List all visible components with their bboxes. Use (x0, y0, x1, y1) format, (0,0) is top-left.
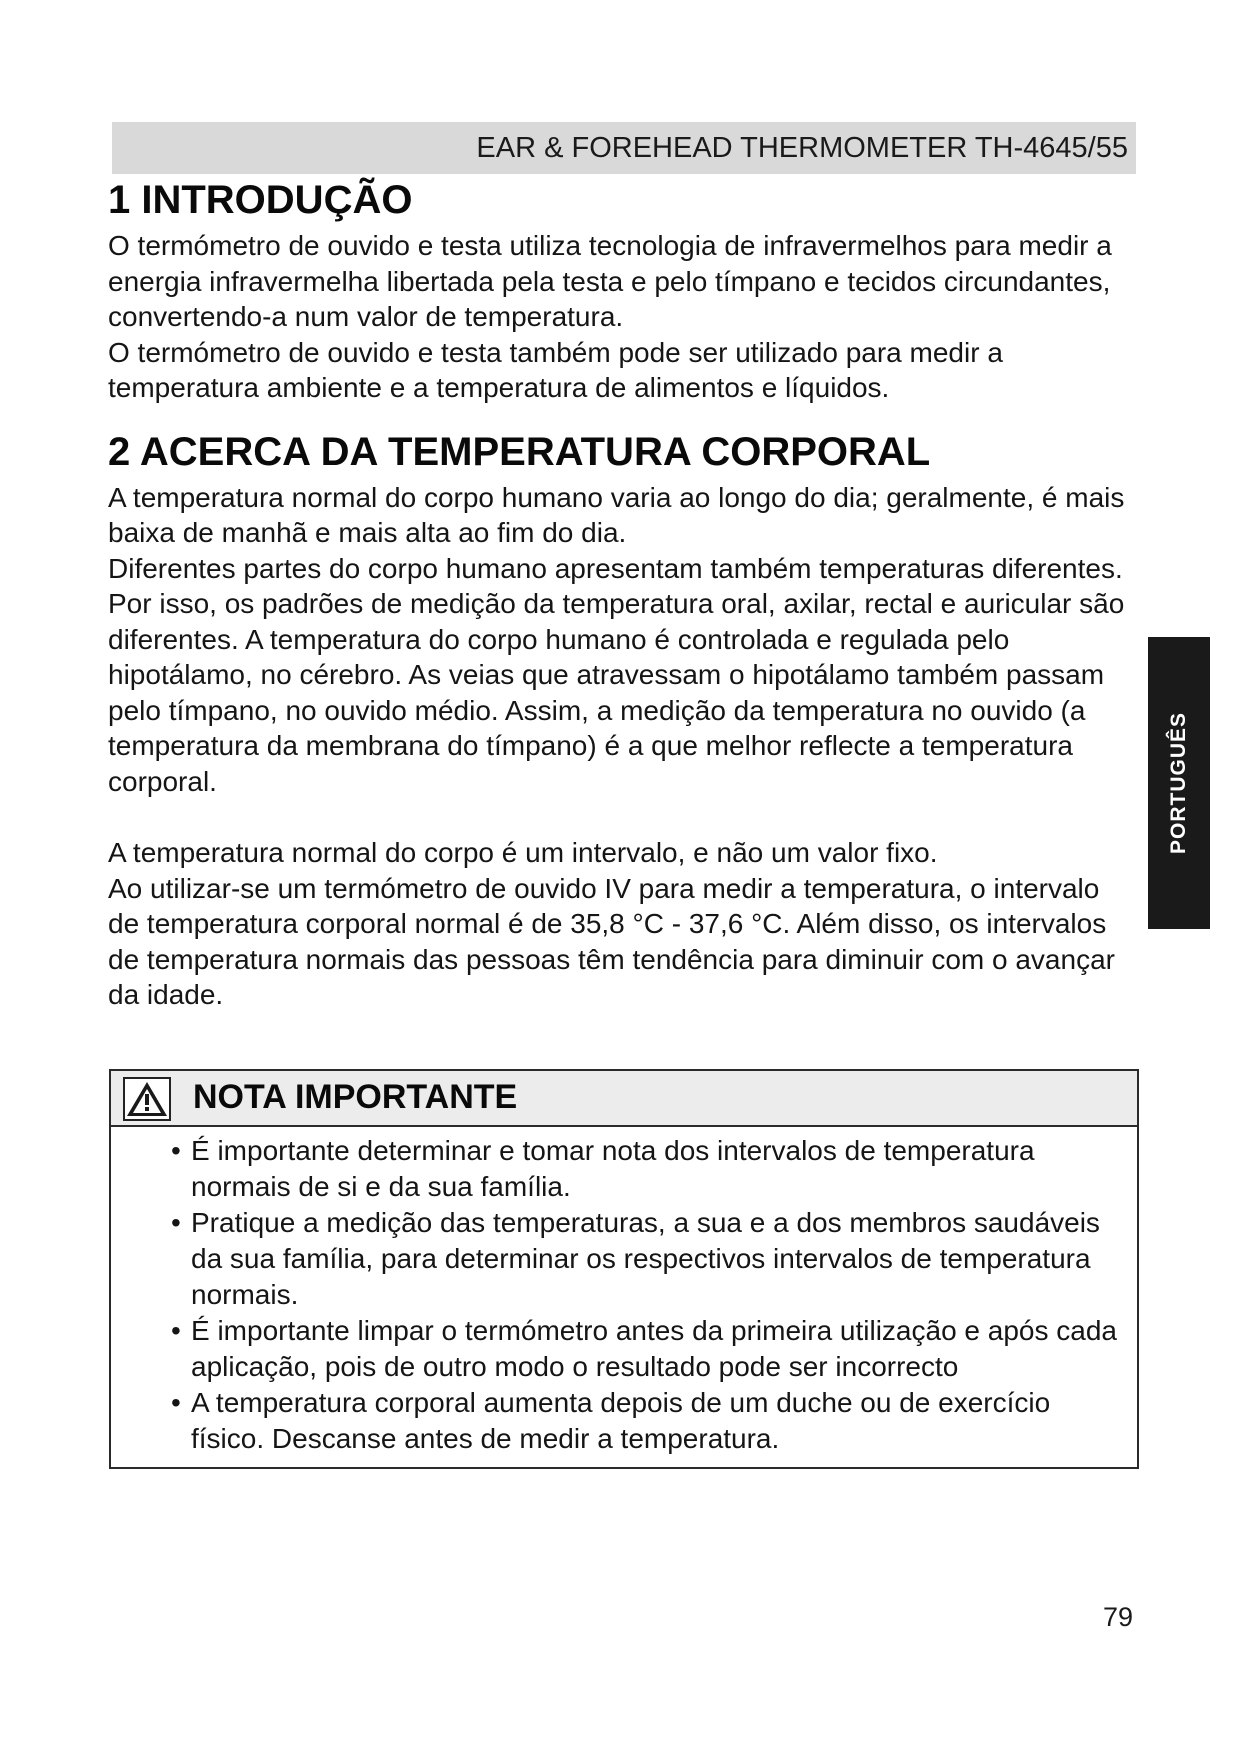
running-header (112, 122, 1136, 174)
page-content (108, 172, 1138, 1013)
important-note-box (109, 1069, 1139, 1469)
note-item-text: É importante limpar o termómetro antes da primeira utilização e após cada aplicação, pois de outro modo o resultado pode ser incorrecto (191, 1315, 1117, 1382)
bullet: • (171, 1135, 181, 1166)
warning-triangle-icon (123, 1077, 171, 1121)
paragraph: A temperatura normal do corpo é um intervalo, e não um valor fixo. (108, 837, 938, 868)
note-item-text: É importante determinar e tomar nota dos intervalos de temperatura normais de si e da sua família. (191, 1135, 1035, 1202)
note-item-text: Pratique a medição das temperaturas, a sua e a dos membros saudáveis da sua família, para determinar os respectivos intervalos de temperatura normais. (191, 1207, 1100, 1310)
language-tab-label: PORTUGUÊS (1167, 711, 1190, 855)
paragraph: O termómetro de ouvido e testa também pode ser utilizado para medir a temperatura ambiente e a temperatura de alimentos e líquidos. (108, 336, 1003, 403)
paragraph: A temperatura normal do corpo humano varia ao longo do dia; geralmente, é mais baixa de manhã e mais alta ao fim do dia. (108, 481, 1125, 548)
paragraph: O termómetro de ouvido e testa utiliza tecnologia de infravermelhos para medir a energia infravermelha libertada pela testa e pelo tímpano e tecidos circundantes, convertendo-a num valor de temperatura. (108, 230, 1112, 332)
note-item-text: A temperatura corporal aumenta depois de um duche ou de exercício físico. Descanse antes de medir a temperatura. (191, 1387, 1051, 1454)
section-introduction (108, 172, 1138, 406)
list-item (151, 1313, 1117, 1385)
list-item (151, 1385, 1117, 1457)
list-item (151, 1205, 1117, 1313)
section-heading-introduction: 1 INTRODUÇÃO (108, 178, 413, 222)
document-title: EAR & FOREHEAD THERMOMETER TH-4645/55 (476, 132, 1128, 164)
bullet: • (171, 1387, 181, 1418)
paragraph-spacer (108, 799, 1138, 835)
note-list (111, 1127, 1137, 1467)
paragraph: Ao utilizar-se um termómetro de ouvido IV para medir a temperatura, o intervalo de temperatura corporal normal é de 35,8 °C - 37,6 °C. Além disso, os intervalos de temperatura normais das pessoas têm tendência para diminuir com o avançar da idade. (108, 872, 1115, 1010)
note-title: NOTA IMPORTANTE (193, 1078, 518, 1116)
section-heading-body-temperature: 2 ACERCA DA TEMPERATURA CORPORAL (108, 429, 931, 474)
note-header (111, 1071, 1137, 1127)
list-item (151, 1133, 1117, 1205)
language-tab (1148, 637, 1210, 929)
page-number: 79 (1103, 1602, 1134, 1632)
bullet: • (171, 1315, 181, 1346)
section-body-temperature (108, 424, 1138, 1013)
bullet: • (171, 1207, 181, 1238)
paragraph: Diferentes partes do corpo humano apresentam também temperaturas diferentes. Por isso, os padrões de medição da temperatura oral, axilar, rectal e auricular são diferentes. A temperatura do corpo humano é controlada e regulada pelo hipotálamo, no cérebro. As veias que atravessam o hipotálamo também passam pelo tímpano, no ouvido médio. Assim, a medição da temperatura no ouvido (a temperatura da membrana do tímpano) é a que melhor reflecte a temperatura corporal. (108, 552, 1125, 797)
